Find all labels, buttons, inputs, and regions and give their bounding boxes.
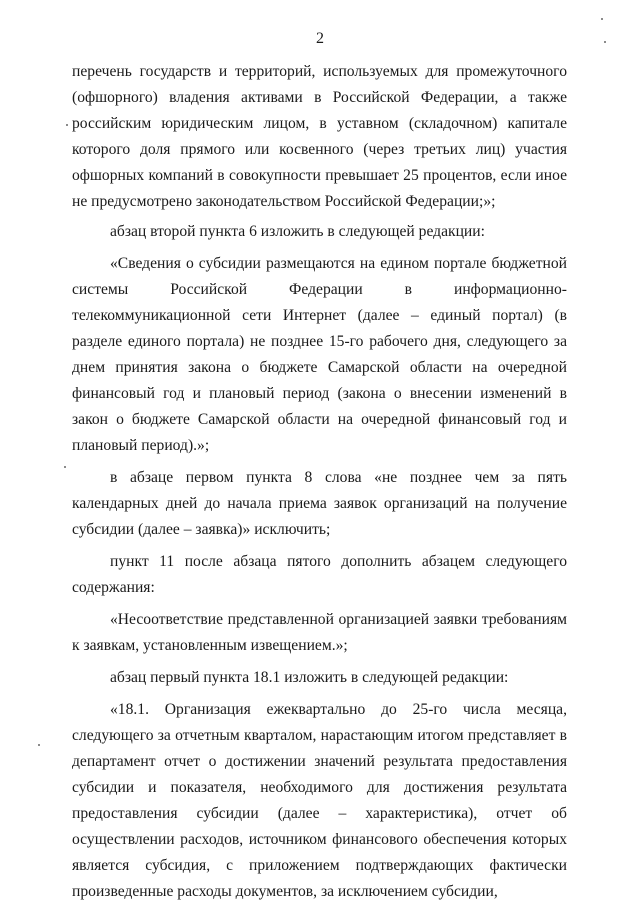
scan-speck xyxy=(64,466,66,468)
paragraph-8: «18.1. Организация ежеквартально до 25-го числа месяца, следующего за отчетным кварталом, нарастающим итогом представляет в департамент отчет о достижении значений результата предоставления субсидии и показателя, необходимого для достижения результата предоставления субсидии (далее – характеристика), отчет об осуществлении расходов, источником финансового обеспечения которых является субсидия, с приложением подтверждающих фактически произведенные расходы документов, за исключением субсидии, xyxy=(72,701,567,900)
scan-speck xyxy=(604,41,606,43)
document-body xyxy=(72,59,567,905)
scan-speck xyxy=(66,124,68,126)
paragraph-7: абзац первый пункта 18.1 изложить в следующей редакции: xyxy=(110,669,509,686)
paragraph-6: «Несоответствие представленной организацией заявки требованиям к заявкам, установленным извещением.»; xyxy=(72,611,567,654)
paragraph-2: абзац второй пункта 6 изложить в следующей редакции: xyxy=(110,223,485,240)
page-number: 2 xyxy=(316,30,324,47)
scan-speck xyxy=(38,744,40,746)
paragraph-3: «Сведения о субсидии размещаются на едином портале бюджетной системы Российской Федерации в информационно-телекоммуникационной сети Интернет (далее – единый портал) (в разделе единого портала) не позднее 15-го рабочего дня, следующего за днем принятия закона о бюджете Самарской области на очередной финансовый год и плановый период (закона о внесении изменений в закон о бюджете Самарской области на очередной финансовый год и плановый период).»; xyxy=(72,255,567,454)
paragraph-4: в абзаце первом пункта 8 слова «не позднее чем за пять календарных дней до начала приема заявок организаций на получение субсидии (далее – заявка)» исключить; xyxy=(72,469,567,538)
paragraph-1: перечень государств и территорий, используемых для промежуточного (офшорного) владения активами в Российской Федерации, а также российским юридическим лицом, в уставном (складочном) капитале которого доля прямого или косвенного (через третьих лиц) участия офшорных компаний в совокупности превышает 25 процентов, если иное не предусмотрено законодательством Российской Федерации;»; xyxy=(72,63,567,210)
scan-speck xyxy=(601,18,603,20)
paragraph-5: пункт 11 после абзаца пятого дополнить абзацем следующего содержания: xyxy=(72,553,567,596)
